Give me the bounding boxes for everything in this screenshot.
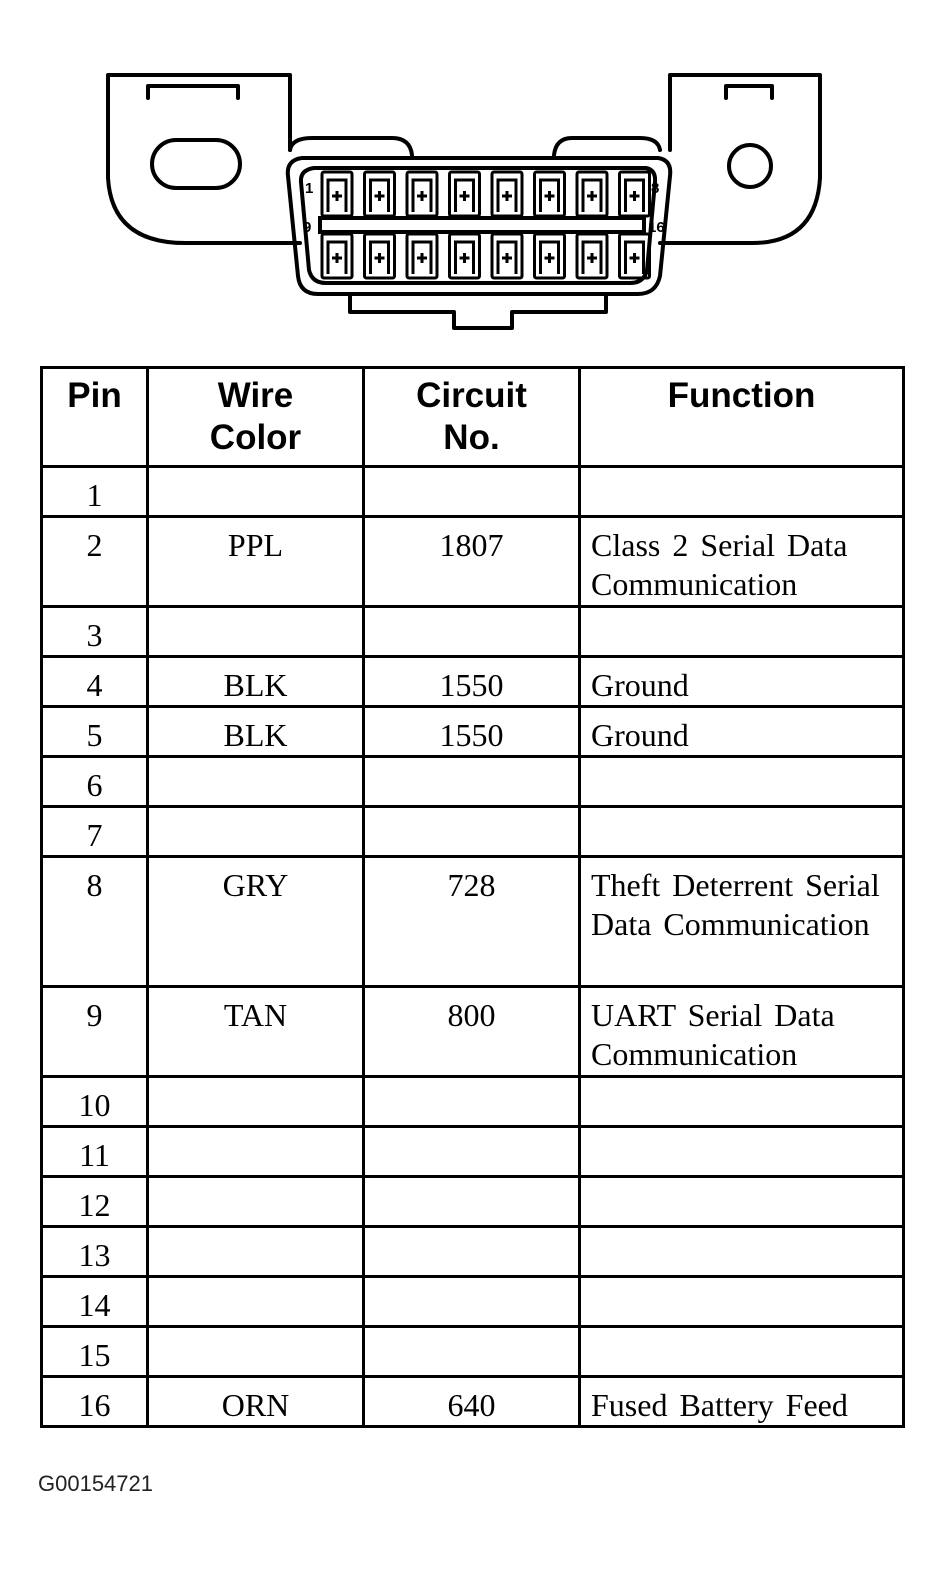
pin-cell: 9 [42,987,148,1077]
circuit-no-cell: 1550 [364,707,580,757]
function-cell [580,1127,904,1177]
pin-label-9: 9 [303,219,312,236]
table-row [42,1127,904,1177]
pin-cell: 14 [42,1277,148,1327]
function-cell: Ground [580,707,904,757]
pin-cell: 13 [42,1227,148,1277]
circuit-no-cell: 800 [364,987,580,1077]
pin-cell: 10 [42,1077,148,1127]
function-cell [580,467,904,517]
table-row [42,757,904,807]
pin-cavity-13-contact [498,242,516,274]
table-row [42,707,904,757]
figure-code: G00154721 [38,1471,153,1496]
circuit-no-cell [364,1177,580,1227]
function-cell [580,1177,904,1227]
right-mounting-hole [729,145,771,187]
wire-color-cell [148,1277,364,1327]
header-pin: Pin [42,368,148,467]
table-row [42,1327,904,1377]
function-cell [580,1327,904,1377]
wire-color-cell [148,1077,364,1127]
header-wire-color: Wire Color [148,368,364,467]
pin-label-16: 16 [648,219,665,236]
table-row [42,1227,904,1277]
pin-cell: 4 [42,657,148,707]
function-cell [580,1227,904,1277]
wire-color-cell [148,807,364,857]
pin-label-1: 1 [305,180,314,197]
pin-label-8: 8 [651,180,660,197]
circuit-no-cell: 728 [364,857,580,987]
obd-connector-diagram [0,0,950,350]
pin-cavity-15-contact [583,242,601,274]
pin-cell: 15 [42,1327,148,1377]
table-row [42,517,904,607]
table-row [42,987,904,1077]
pin-cell: 7 [42,807,148,857]
pin-cavity-12-contact [456,242,474,274]
table-header-row [42,368,904,467]
wire-color-cell [148,467,364,517]
table-row [42,467,904,517]
function-cell: Theft Deterrent Serial Data Communication [580,857,904,987]
pin-cell: 8 [42,857,148,987]
pin-cavity-3-contact [413,180,431,212]
pin-cavity-6-contact [541,180,559,212]
circuit-no-cell [364,1277,580,1327]
wire-color-cell [148,1227,364,1277]
table-row [42,1177,904,1227]
table-row [42,807,904,857]
pin-cavity-14-contact [541,242,559,274]
pin-cavity-1-contact [328,180,346,212]
pin-cavity-5-contact [498,180,516,212]
circuit-no-cell: 640 [364,1377,580,1427]
right-mounting-flange [660,75,820,243]
pin-cavity-11-contact [413,242,431,274]
pin-cavity-10-contact [371,242,389,274]
wire-color-cell: GRY [148,857,364,987]
wire-color-cell: PPL [148,517,364,607]
circuit-no-cell [364,1127,580,1177]
pin-cavity-2-contact [371,180,389,212]
circuit-no-cell [364,607,580,657]
top-pin-row [322,172,650,216]
pinout-table [40,366,905,1428]
table-row [42,1277,904,1327]
pin-cell: 16 [42,1377,148,1427]
wire-color-cell [148,757,364,807]
function-cell: Class 2 Serial Data Communication [580,517,904,607]
function-cell [580,607,904,657]
pin-cell: 11 [42,1127,148,1177]
pin-cell: 3 [42,607,148,657]
wire-color-cell: BLK [148,657,364,707]
circuit-no-cell [364,807,580,857]
table-row [42,857,904,987]
function-cell: Ground [580,657,904,707]
pin-cell: 1 [42,467,148,517]
function-cell: Fused Battery Feed [580,1377,904,1427]
circuit-no-cell: 1807 [364,517,580,607]
pin-cell: 5 [42,707,148,757]
pin-cell: 6 [42,757,148,807]
function-cell [580,1277,904,1327]
circuit-no-cell: 1550 [364,657,580,707]
pin-cavity-9-contact [328,242,346,274]
wire-color-cell: ORN [148,1377,364,1427]
function-cell [580,757,904,807]
wire-color-cell [148,607,364,657]
wire-color-cell: TAN [148,987,364,1077]
pin-cavity-16-contact [626,242,644,274]
connector-key-tab [350,294,606,328]
circuit-no-cell [364,757,580,807]
header-function: Function [580,368,904,467]
table-row [42,657,904,707]
circuit-no-cell [364,1077,580,1127]
pin-cavity-7-contact [583,180,601,212]
center-divider-bar [320,218,644,232]
circuit-no-cell [364,467,580,517]
circuit-no-cell [364,1327,580,1377]
circuit-no-cell [364,1227,580,1277]
bottom-pin-row [322,234,650,278]
right-flange-tab [726,86,772,98]
table-row [42,1077,904,1127]
table-row [42,607,904,657]
wire-color-cell: BLK [148,707,364,757]
wire-color-cell [148,1177,364,1227]
left-flange-tab [148,86,238,98]
pin-cell: 12 [42,1177,148,1227]
pin-cell: 2 [42,517,148,607]
function-cell: UART Serial Data Communication [580,987,904,1077]
header-circuit-no: Circuit No. [364,368,580,467]
function-cell [580,1077,904,1127]
left-mounting-flange [108,75,300,243]
left-mounting-hole [152,140,240,188]
pin-cavity-8-contact [626,180,644,212]
wire-color-cell [148,1327,364,1377]
wire-color-cell [148,1127,364,1177]
function-cell [580,807,904,857]
table-row [42,1377,904,1427]
pin-cavity-4-contact [456,180,474,212]
